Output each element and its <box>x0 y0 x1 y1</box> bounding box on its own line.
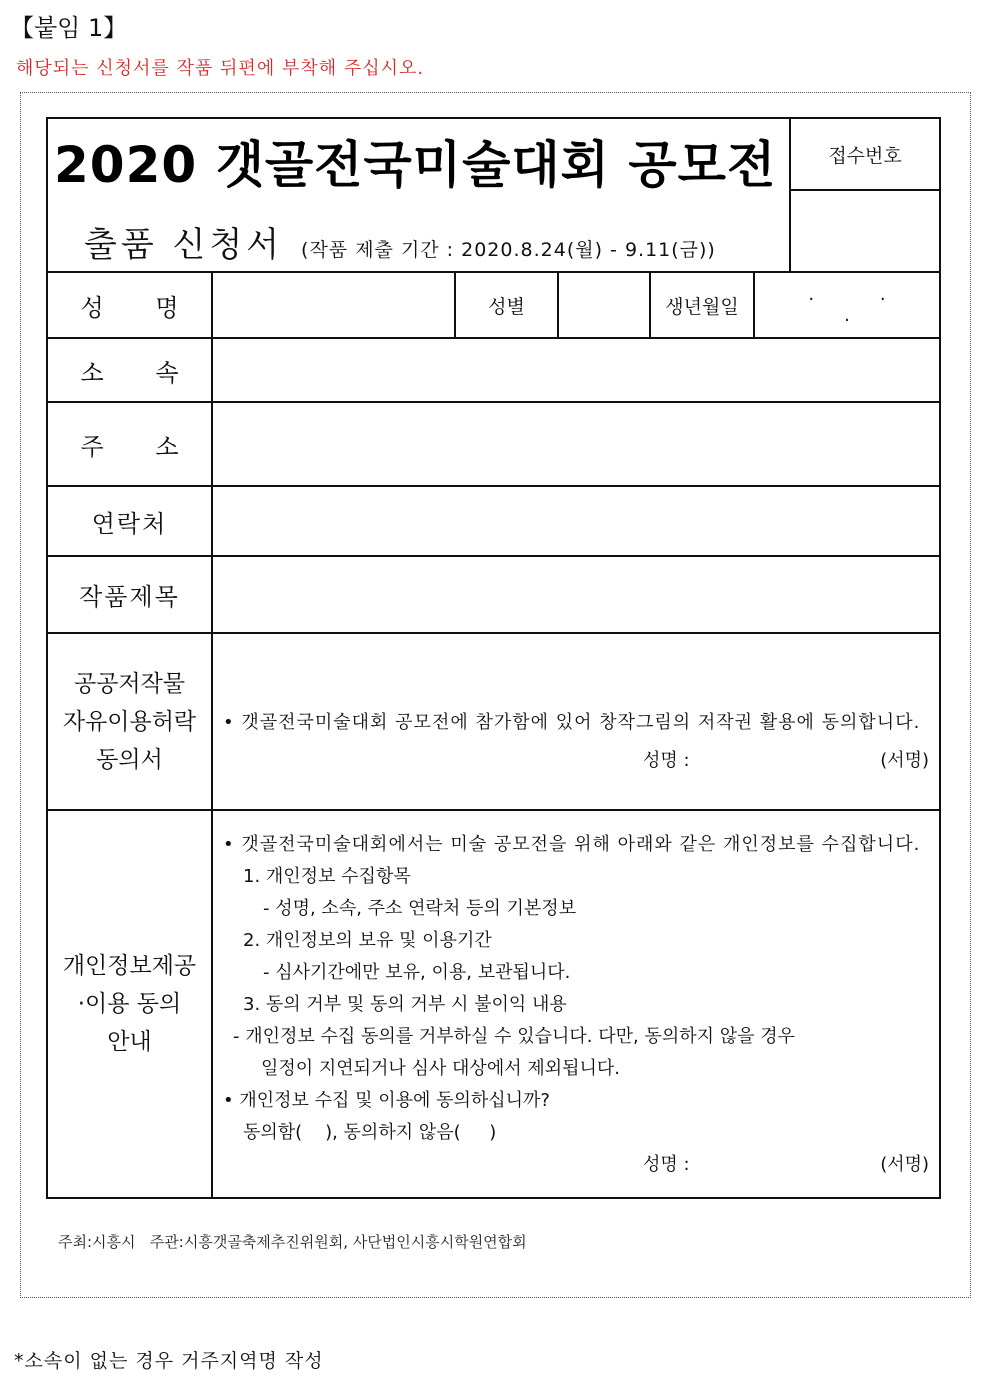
work-title-field[interactable] <box>212 556 940 633</box>
birth-label: 생년월일 <box>650 272 754 338</box>
public-work-consent-content <box>212 633 940 810</box>
receipt-number-field[interactable] <box>790 190 940 272</box>
privacy-consent-label: 개인정보제공 ·이용 동의 안내 <box>47 810 212 1198</box>
address-label: 주 소 <box>47 402 212 486</box>
privacy-question: • 개인정보 수집 및 이용에 동의하십니까? <box>223 1090 550 1111</box>
privacy-choice[interactable]: 동의함( ), 동의하지 않음( ) <box>243 1122 497 1143</box>
application-form <box>46 117 941 1199</box>
name-label: 성 명 <box>47 272 212 338</box>
attach-notice: 해당되는 신청서를 작품 뒤편에 부착해 주십시오. <box>16 58 425 79</box>
public-consent-text: • 갯골전국미술대회 공모전에 참가함에 있어 창작그림의 저작권 활용에 동의합니다. <box>223 711 921 733</box>
form-subtitle-line <box>84 217 716 266</box>
gender-field[interactable] <box>558 272 650 338</box>
contact-label: 연락처 <box>47 486 212 556</box>
name-field[interactable] <box>212 272 455 338</box>
contact-field[interactable] <box>212 486 940 556</box>
privacy-consent-content <box>212 810 940 1198</box>
privacy-item-1-detail: - 성명, 소속, 주소 연락처 등의 기본정보 <box>263 898 577 919</box>
privacy-intro: • 갯골전국미술대회에서는 미술 공모전을 위해 아래와 같은 개인정보를 수집합니다. <box>223 834 921 855</box>
form-title-cell <box>47 118 790 272</box>
form-title: 2020 갯골전국미술대회 공모전 <box>54 136 777 194</box>
affiliation-field[interactable] <box>212 338 940 402</box>
submission-period: (작품 제출 기간 : 2020.8.24(월) - 9.11(금)) <box>301 239 716 261</box>
privacy-item-3-detail-1: - 개인정보 수집 동의를 거부하실 수 있습니다. 다만, 동의하지 않을 경우 <box>233 1026 796 1047</box>
work-title-label: 작품제목 <box>47 556 212 633</box>
gender-label: 성별 <box>455 272 558 338</box>
organizer-footer: 주최:시흥시 주관:시흥갯골축제추진위원회, 사단법인시흥시학원연합회 <box>58 1233 527 1251</box>
privacy-item-3-detail-2: 일정이 지연되거나 심사 대상에서 제외됩니다. <box>261 1058 620 1079</box>
privacy-item-1: 1. 개인정보 수집항목 <box>243 866 411 887</box>
public-work-consent-label: 공공저작물 자유이용허락 동의서 <box>47 633 212 810</box>
receipt-number-label: 접수번호 <box>790 118 940 190</box>
privacy-item-2: 2. 개인정보의 보유 및 이용기간 <box>243 930 492 951</box>
privacy-item-3: 3. 동의 거부 및 동의 거부 시 불이익 내용 <box>243 994 567 1015</box>
privacy-item-2-detail: - 심사기간에만 보유, 이용, 보관됩니다. <box>263 962 571 983</box>
form-subtitle: 출품 신청서 <box>84 225 284 265</box>
privacy-signature[interactable]: 성명 : (서명) <box>643 1154 930 1175</box>
affiliation-label: 소 속 <box>47 338 212 402</box>
birth-field[interactable]: . . . <box>754 272 940 338</box>
attachment-label: 【붙임 1】 <box>10 14 128 42</box>
public-consent-signature[interactable]: 성명 : (서명) <box>643 749 930 771</box>
address-field[interactable] <box>212 402 940 486</box>
affiliation-note: *소속이 없는 경우 거주지역명 작성 <box>14 1350 324 1372</box>
